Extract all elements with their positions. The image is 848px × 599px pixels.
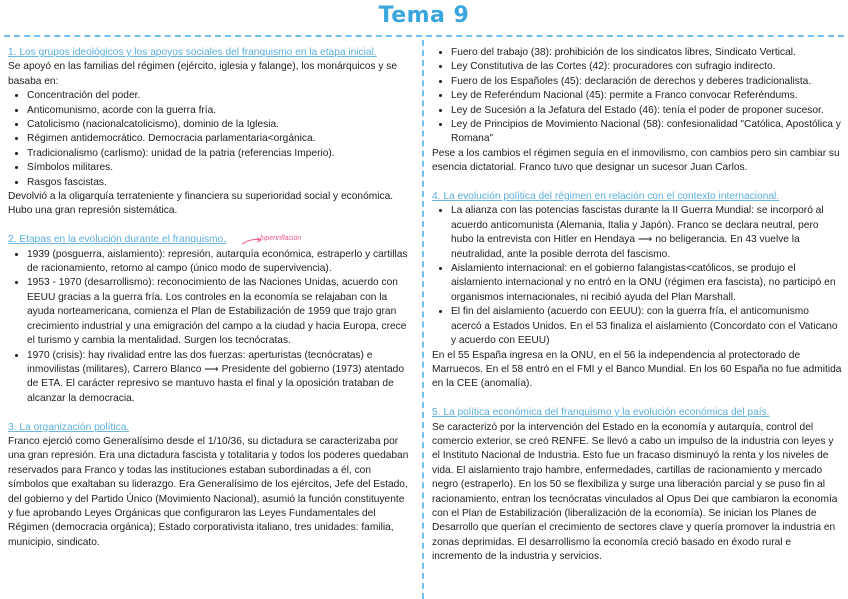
list-item: • Fuero del trabajo (38): prohibición de los sindicatos libres, Sindicato Vertical. [451,46,842,60]
section-3-text: Franco ejerció como Generalísimo desde el 1/10/36, su dictadura se caracterizaba por una gran represión. Era una dictadura fascista y totalitaria y todos los poderes quedaban reservados para Franco y todas las instituciones estaban subordinadas a él, con símbolos que exaltaban su liderazgo. Era Generalísimo de los ejércitos, Jefe del Estado, del gobierno y del Partido Único (Movimiento Nacional), asumió la función constituyente y fue aprobando Leyes Orgánicas que configuraron las Leyes Fundamentales del Régimen (democracia orgánica); Estado corporativista italiano, tres unidades: familia, municipio, sindicato. [8,435,409,548]
list-item: • Ley de Referéndum Nacional (45): permite a Franco convocar Referéndums. [451,89,842,103]
handwritten-note: hiperinflación [260,235,302,242]
list-item: • El fin del aislamiento (acuerdo con EEUU): con la guerra fría, el anticomunismo acercó a Estados Unidos. En el 53 finaliza el aislamiento (Concordato con el Vaticano y acuerdo con EEUU) [451,305,842,348]
page-title: Tema 9 [378,3,470,28]
column-divider [422,40,424,599]
list-item: • Tradicionalismo (carlismo): unidad de la patria (referencias Imperio). [27,147,410,161]
right-column [432,46,842,565]
list-item: • Fuero de los Españoles (45): declaración de derechos y deberes tradicionalista. [451,75,842,89]
section-2-list [8,248,410,406]
list-item: • Ley de Principios de Movimiento Nacional (58): confesionalidad "Católica, Apostólica y Romana" [451,118,842,147]
header-divider [4,35,844,37]
section-1-closing: Devolvió a la oligarquía terrateniente y financiera su superioridad social y económica. Hubo una gran represión sistemática. [8,191,394,217]
section-1-intro: Se apoyó en las familias del régimen (ejército, iglesia y falange), los monárquicos y se basaba en: [8,61,398,87]
list-item: • Concentración del poder. [27,89,410,103]
list-item: • Símbolos militares. [27,161,410,175]
list-item: • Rasgos fascistas. [27,176,410,190]
list-item: • 1953 - 1970 (desarrollismo): reconocimiento de las Naciones Unidas, acuerdo con EEUU gracias a la guerra fría. Los controles en la economía se relajaban con la ayuda norteamericana, comienza el Plan de Estabilización de 1959 que trajo gran crecimiento industrial y una emigración del campo a la ciudad y hacia Europa, crece el turismo y cambia la mentalidad. Surgen los tecnócratas. [27,276,410,348]
list-item: • Ley de Sucesión a la Jefatura del Estado (46): tenía el poder de proponer sucesor. [451,104,842,118]
left-column [8,46,410,550]
section-1-heading: 1. Los grupos ideológicos y los apoyos sociales del franquismo en la etapa inicial. [8,47,377,58]
section-5-text: Se caracterizó por la intervención del Estado en la economía y autarquía, control del comercio exterior, se creó RENFE. Se llevó a cabo un impulso de la industria con leyes y el Instituto Nacional de Industria. Esto fue un fracaso disminuyó la renta y los niveles de vida. El aislamiento trajo hambre, enfermedades, cartillas de racionamiento y mercado negro (estraperlo). En los 50 se flexibiliza y surge una liberación parcial y se puso fin al racionamiento, entran los tecnócratas vinculados al Opus Dei que cambiaron la economía con el Plan de Estabilización (liberalización de la economía). Se inician los Planes de Desarrollo que querían el crecimiento de sectores clave y quería promover la industria en zonas deprimidas. El desarrollismo la economía creció basado en éxodo rural e incremento de la industria y servicios. [432,421,838,563]
list-item: • Anticomunismo, acorde con la guerra fría. [27,104,410,118]
laws-list [432,46,842,147]
laws-closing: Pese a los cambios el régimen seguía en el inmovilismo, con cambios pero sin cambiar su esencia dictatorial. Franco tuvo que designar un sucesor Juan Carlos. [432,147,840,174]
section-5-heading: 5. La política económica del franquismo y la evolución económica del país. [432,407,770,419]
list-item: • 1939 (posguerra, aislamiento): represión, autarquía económica, estraperlo y cartillas de racionamiento, retorno al campo (único modo de supervivencia). [27,248,410,277]
section-4-closing: En el 55 España ingresa en la ONU, en el 56 la independencia al protectorado de Marruecos. En el 58 entró en el FMI y el Banco Mundial. En los 60 España no fue admitida en la CEE (anomalía). [432,349,842,390]
section-4-list [432,204,842,348]
list-item: • La alianza con las potencias fascistas durante la II Guerra Mundial: se incorporó al acuerdo anticomunista (Alemania, Italia y Japón). Franco se declara neutral, pero hubo la entrevista con Hitler en Hendaya ⟶ no beligerancia. En 43 vuelve la neutralidad, ante la posible derrota del fascismo. [451,204,842,262]
section-2-heading: 2. Etapas en la evolución durante el franquismo. [8,234,227,246]
section-3-heading: 3. La organización política. [8,421,130,433]
list-item: • Ley Constitutiva de las Cortes (42): procuradores con sufragio indirecto. [451,60,842,74]
section-1-list [8,89,410,190]
list-item: • Aislamiento internacional: en el gobierno falangistas<católicos, se produjo el aislamiento internacional y no entró en la ONU (régimen era fascista), no participó en organismos internacionales, ni recibió ayuda del Plan Marshall. [451,262,842,305]
section-4-heading: 4. La evolución política del régimen en relación con el contexto internacional. [432,191,780,203]
list-item: • Catolicismo (nacionalcatolicismo), dominio de la Iglesia. [27,118,410,132]
list-item: • 1970 (crisis): hay rivalidad entre las dos fuerzas: aperturistas (tecnócratas) e inmovilistas (militares), Carrero Blanco ⟶ Presidente del gobierno (1973) atentado de ETA. El carácter represivo se mantuvo hasta el final y la oposición trataban de alcanzar la democracia. [27,349,410,407]
list-item: • Régimen antidemocrático. Democracia parlamentaria<orgánica. [27,132,410,146]
